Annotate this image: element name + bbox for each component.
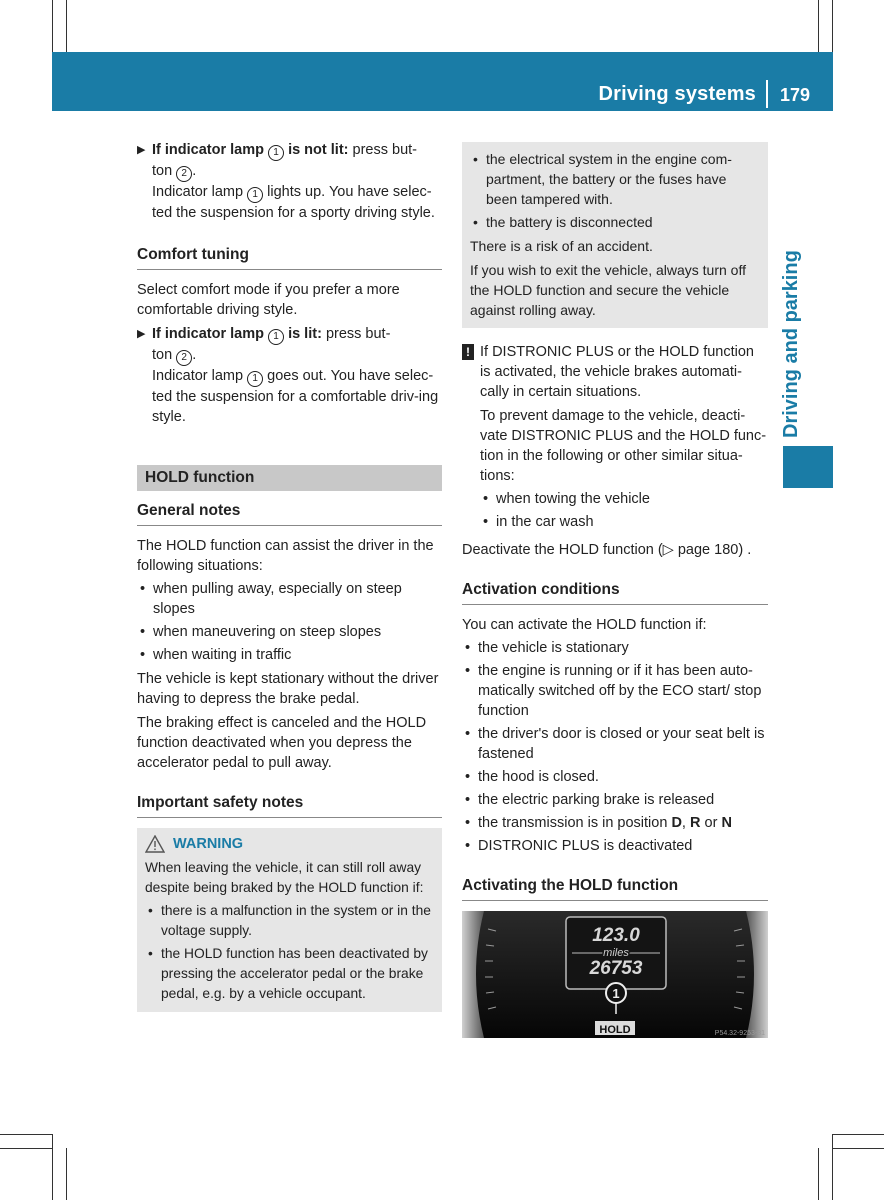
warning-text: When leaving the vehicle, it can still roll away despite being braked by the HOLD function if: bbox=[145, 860, 424, 895]
image-code: P54.32-9253-31 bbox=[714, 1030, 765, 1037]
callout-marker: 1 bbox=[612, 986, 620, 1001]
notice-text: To prevent damage to the vehicle, deacti-vate DISTRONIC PLUS and the HOLD func-tion in the following or other similar situa-tions: bbox=[480, 408, 767, 484]
list-item: • when maneuvering on steep slopes bbox=[137, 622, 442, 642]
list-item: • the vehicle is stationary bbox=[462, 638, 768, 658]
exclamation-icon: ! bbox=[462, 344, 474, 360]
warning-title bbox=[145, 834, 434, 854]
list-item: • there is a malfunction in the system or in the voltage supply. bbox=[145, 901, 434, 941]
crop-mark bbox=[0, 1134, 52, 1135]
general-paragraph: The vehicle is kept stationary without the driver having to depress the brake pedal. bbox=[137, 671, 439, 707]
list-item: • the engine is running or if it has been auto-matically switched off by the ECO start/ stop function bbox=[462, 661, 768, 721]
cluster-illustration bbox=[462, 911, 768, 1038]
distance-unit: miles bbox=[603, 947, 629, 959]
list-item: • DISTRONIC PLUS is deactivated bbox=[462, 836, 768, 856]
list-item-text: the transmission is in position bbox=[478, 815, 668, 831]
side-tab-label: Driving and parking bbox=[780, 250, 802, 438]
punctuation: , bbox=[681, 815, 686, 831]
list-item-text: in the car wash bbox=[496, 514, 594, 530]
instruction-step bbox=[137, 324, 442, 427]
step-lead: If indicator lamp bbox=[152, 142, 264, 158]
warning-box bbox=[137, 828, 442, 1012]
crop-mark bbox=[66, 0, 67, 52]
notice-text: If DISTRONIC PLUS or the HOLD function is activated, the vehicle brakes automati-cally in certain situations. bbox=[480, 344, 754, 400]
step-condition: is lit: bbox=[288, 326, 322, 342]
activating-heading: Activating the HOLD function bbox=[462, 876, 768, 901]
callout-number: 2 bbox=[176, 350, 192, 366]
comfort-intro: Select comfort mode if you prefer a more comfortable driving style. bbox=[137, 282, 400, 318]
punctuation: . bbox=[192, 347, 197, 363]
list-item-text: when waiting in traffic bbox=[153, 647, 292, 663]
step-result: Indicator lamp bbox=[152, 184, 244, 200]
step-result: goes out. You have selec-ted the suspension for a comfortable driv-ing style. bbox=[152, 368, 439, 425]
callout-number: 1 bbox=[268, 329, 284, 345]
step-result: lights up. You have selec-ted the suspension for a sporty driving style. bbox=[152, 184, 435, 221]
list-item: • the electrical system in the engine com-partment, the battery or the fuses have been tampered with. bbox=[470, 149, 760, 209]
gear-n: N bbox=[721, 815, 732, 831]
hold-indicator: HOLD bbox=[599, 1024, 631, 1036]
step-text: ton bbox=[152, 347, 173, 363]
list-item-text: when towing the vehicle bbox=[496, 491, 650, 507]
instrument-cluster-image bbox=[462, 911, 768, 1038]
list-item: • the hood is closed. bbox=[462, 767, 768, 787]
chapter-title: Driving systems bbox=[598, 83, 756, 105]
gear-d: D bbox=[671, 815, 682, 831]
header-divider bbox=[766, 80, 768, 108]
crop-mark bbox=[832, 1134, 833, 1200]
list-item: • the HOLD function has been deactivated by pressing the accelerator pedal or the brake pedal, e.g. by a vehicle occupant. bbox=[145, 944, 434, 1004]
list-item-text: the electrical system in the engine com-partment, the battery or the fuses have been tampered with. bbox=[486, 151, 732, 207]
deactivate-reference[interactable]: Deactivate the HOLD function (▷ page 180) . bbox=[462, 542, 752, 558]
activation-heading: Activation conditions bbox=[462, 580, 768, 605]
callout-number: 2 bbox=[176, 166, 192, 182]
list-item-text: DISTRONIC PLUS is deactivated bbox=[478, 838, 693, 854]
list-item-text: when pulling away, especially on steep slopes bbox=[153, 581, 402, 617]
list-item: • the electric parking brake is released bbox=[462, 790, 768, 810]
side-tab-block bbox=[783, 446, 833, 488]
trip-distance: 123.0 bbox=[592, 925, 640, 946]
list-item: • in the car wash bbox=[480, 512, 768, 532]
list-item: • the transmission is in position D, R or N bbox=[465, 815, 732, 831]
list-item-text: the battery is disconnected bbox=[486, 214, 653, 230]
callout-number: 1 bbox=[268, 145, 284, 161]
punctuation: . bbox=[192, 163, 197, 179]
list-item-text: the hood is closed. bbox=[478, 769, 599, 785]
step-arrow-icon: ▶ bbox=[137, 144, 146, 156]
odometer: 26753 bbox=[589, 958, 643, 979]
step-arrow-icon: ▶ bbox=[137, 328, 146, 340]
general-notes-heading: General notes bbox=[137, 501, 442, 526]
right-column bbox=[462, 142, 768, 1038]
step-condition: is not lit: bbox=[288, 142, 349, 158]
general-intro: The HOLD function can assist the driver in the following situations: bbox=[137, 538, 434, 574]
crop-mark bbox=[832, 1148, 884, 1149]
list-item: • when waiting in traffic bbox=[137, 645, 442, 665]
general-paragraph: The braking effect is canceled and the HOLD function deactivated when you depress the accelerator pedal to pull away. bbox=[137, 715, 427, 771]
list-item: • the battery is disconnected bbox=[470, 212, 760, 232]
comfort-heading: Comfort tuning bbox=[137, 245, 442, 270]
safety-notes-heading: Important safety notes bbox=[137, 793, 442, 818]
crop-mark bbox=[0, 1148, 52, 1149]
list-item-text: the vehicle is stationary bbox=[478, 640, 629, 656]
notice bbox=[462, 342, 768, 532]
step-text: press but- bbox=[352, 142, 417, 158]
list-item-text: or bbox=[704, 815, 718, 831]
instruction-step bbox=[137, 140, 442, 223]
list-item: • the driver's door is closed or your seat belt is fastened bbox=[462, 724, 768, 764]
list-item: • when pulling away, especially on steep slopes bbox=[137, 579, 442, 619]
step-text: ton bbox=[152, 163, 173, 179]
gear-r: R bbox=[689, 815, 701, 831]
list-item-text: the engine is running or if it has been auto-matically switched off by the ECO start/ stop function bbox=[478, 663, 762, 719]
left-column bbox=[137, 140, 442, 1012]
list-item: • when towing the vehicle bbox=[480, 489, 768, 509]
warning-label: WARNING bbox=[173, 836, 244, 852]
step-text: press but- bbox=[325, 326, 391, 342]
page-number: 179 bbox=[780, 85, 811, 105]
crop-mark bbox=[52, 0, 53, 52]
crop-mark bbox=[832, 1134, 884, 1135]
list-item-text: the electric parking brake is released bbox=[478, 792, 715, 808]
list-item-text: there is a malfunction in the system or in the voltage supply. bbox=[161, 903, 431, 938]
crop-mark bbox=[52, 1134, 53, 1200]
crop-mark bbox=[832, 0, 833, 52]
step-lead: If indicator lamp bbox=[152, 326, 264, 342]
crop-mark bbox=[66, 1148, 67, 1200]
warning-triangle-icon bbox=[145, 835, 165, 853]
list-item-text: the HOLD function has been deactivated by pressing the accelerator pedal or the brake pedal, e.g. by a vehicle occupant. bbox=[161, 946, 428, 1001]
hold-function-heading: HOLD function bbox=[137, 465, 442, 491]
crop-mark bbox=[818, 0, 819, 52]
callout-number: 1 bbox=[247, 187, 263, 203]
activation-intro: You can activate the HOLD function if: bbox=[462, 617, 707, 633]
step-result: Indicator lamp bbox=[152, 368, 244, 384]
exit-advice: If you wish to exit the vehicle, always turn off the HOLD function and secure the vehicle against rolling away. bbox=[470, 262, 746, 318]
callout-number: 1 bbox=[247, 371, 263, 387]
crop-mark bbox=[818, 1148, 819, 1200]
risk-text: There is a risk of an accident. bbox=[470, 238, 653, 254]
list-item-text: the driver's door is closed or your seat belt is fastened bbox=[478, 726, 765, 762]
list-item-text: when maneuvering on steep slopes bbox=[153, 624, 382, 640]
warning-box-continued bbox=[462, 142, 768, 328]
